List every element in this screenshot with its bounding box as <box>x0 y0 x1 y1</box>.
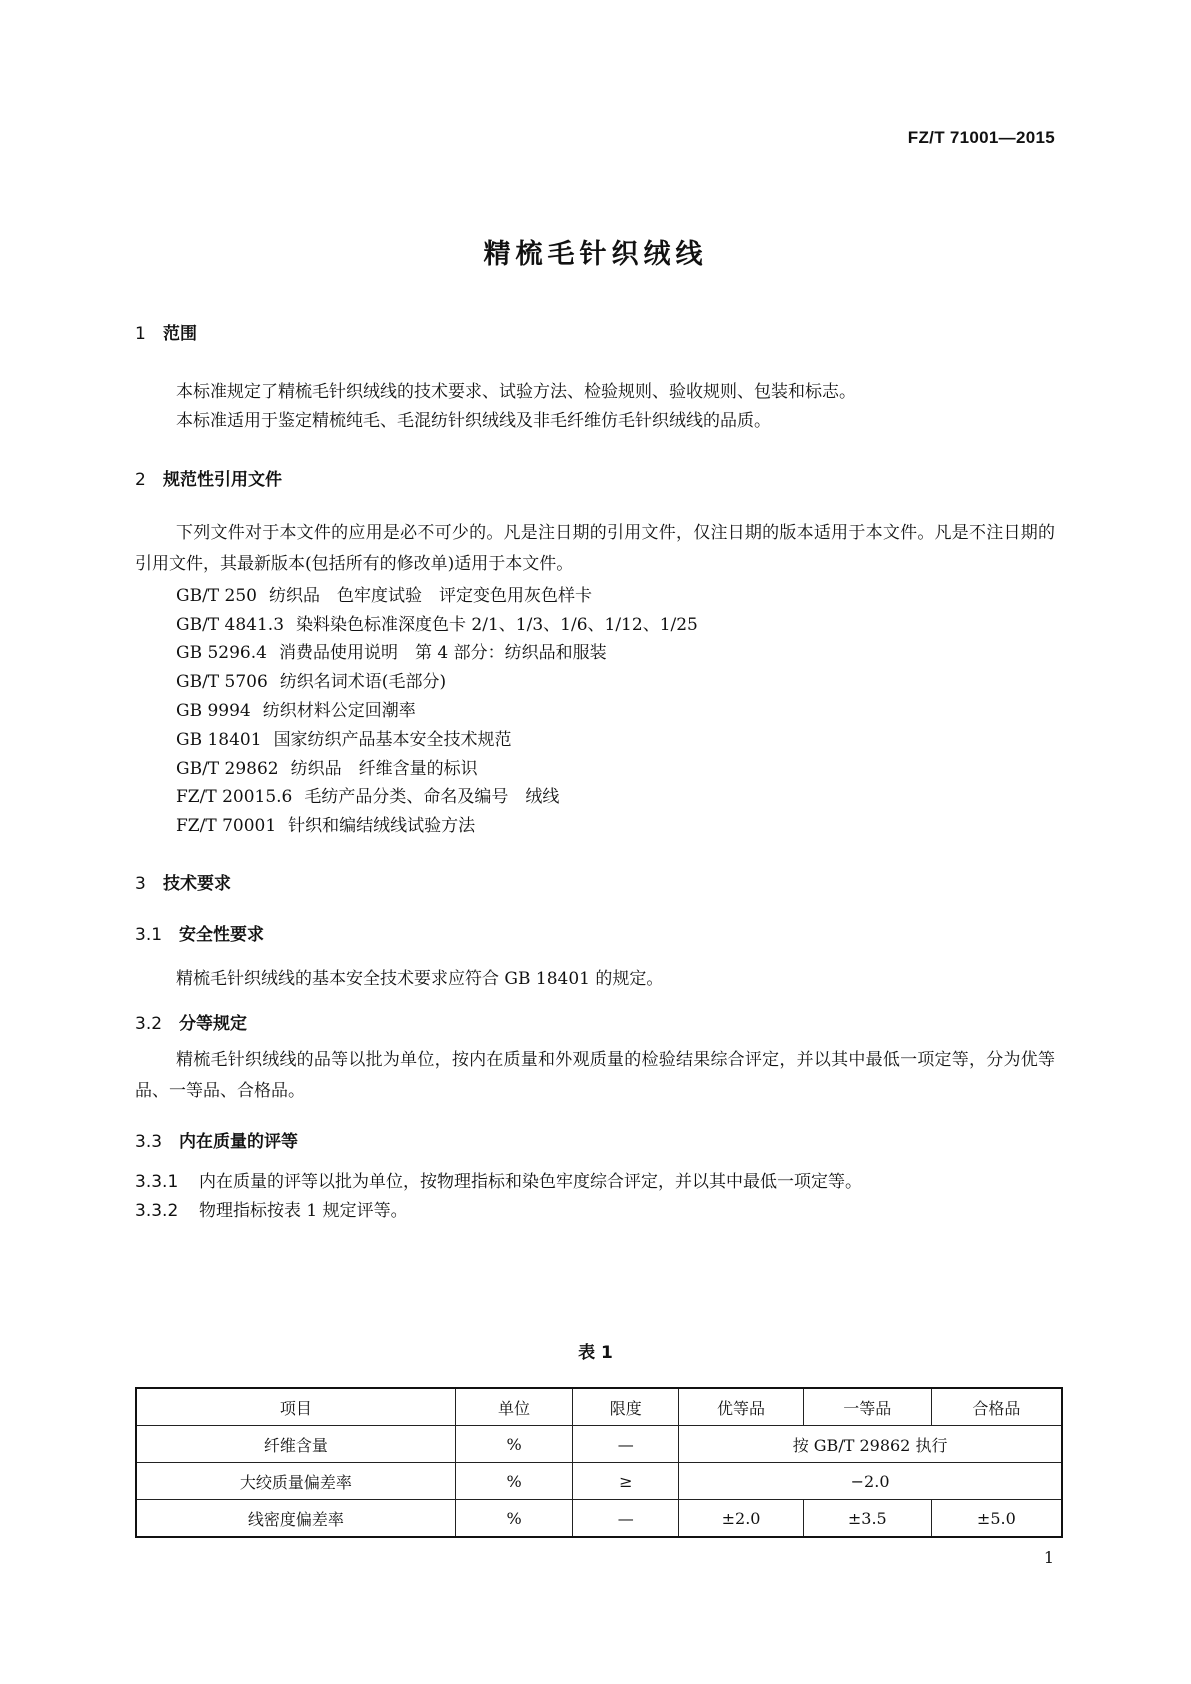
section-title: 内在质量的评等 <box>179 1132 298 1152</box>
section-1-heading <box>135 319 197 344</box>
section-number: 2 <box>135 470 146 490</box>
value-cell: ±2.0 <box>679 1500 804 1538</box>
section-number: 1 <box>135 324 146 344</box>
reference-code: GB/T 250 <box>176 586 257 606</box>
section-3-1-heading <box>135 920 264 945</box>
limit-cell: ≥ <box>573 1463 679 1500</box>
section-title: 分等规定 <box>179 1014 247 1034</box>
reference-title: 染料染色标准深度色卡 2/1、1/3、1/6、1/12、1/25 <box>296 615 698 635</box>
section-number: 3 <box>135 874 146 894</box>
section-title: 技术要求 <box>163 874 231 894</box>
header-cell: 项目 <box>136 1388 455 1426</box>
paragraph: 本标准适用于鉴定精梳纯毛、毛混纺针织绒线及非毛纤维仿毛针织绒线的品质。 <box>176 411 771 431</box>
merged-value-cell: −2.0 <box>679 1463 1062 1500</box>
value-cell: ±5.0 <box>931 1500 1062 1538</box>
header-cell: 单位 <box>455 1388 573 1426</box>
item-cell: 大绞质量偏差率 <box>136 1463 455 1500</box>
clause-text: 物理指标按表 1 规定评等。 <box>199 1201 408 1221</box>
item-cell: 纤维含量 <box>136 1426 455 1463</box>
reference-item <box>176 581 592 606</box>
section-3-3-heading <box>135 1127 298 1152</box>
header-cell: 优等品 <box>679 1388 804 1426</box>
reference-title: 纺织品 色牢度试验 评定变色用灰色样卡 <box>269 586 592 606</box>
reference-title: 纺织名词术语(毛部分) <box>279 672 447 692</box>
reference-item <box>176 667 446 692</box>
section-number: 3.2 <box>135 1014 163 1034</box>
unit-cell: % <box>455 1500 573 1538</box>
value-cell: ±3.5 <box>803 1500 931 1538</box>
table-header-row <box>136 1388 1062 1426</box>
reference-item <box>176 638 607 663</box>
table-row <box>136 1426 1062 1463</box>
header-cell: 合格品 <box>931 1388 1062 1426</box>
reference-title: 纺织材料公定回潮率 <box>262 701 416 721</box>
table-row <box>136 1500 1062 1538</box>
clause-number: 3.3.1 <box>135 1172 179 1192</box>
header-cell: 一等品 <box>803 1388 931 1426</box>
reference-item <box>176 782 559 807</box>
section-title: 安全性要求 <box>179 925 264 945</box>
reference-item <box>176 811 475 836</box>
section-title: 范围 <box>163 324 197 344</box>
section-3-heading <box>135 869 231 894</box>
reference-code: GB/T 4841.3 <box>176 615 285 635</box>
reference-item <box>176 725 512 750</box>
paragraph: 精梳毛针织绒线的品等以批为单位，按内在质量和外观质量的检验结果综合评定，并以其中最低一项定等，分为优等品、一等品、合格品。 <box>135 1050 1055 1101</box>
clause-3-3-1 <box>135 1167 862 1192</box>
reference-title: 纺织品 纤维含量的标识 <box>290 759 478 779</box>
reference-code: GB 5296.4 <box>176 643 267 663</box>
merged-value-cell: 按 GB/T 29862 执行 <box>679 1426 1062 1463</box>
spec-table <box>135 1387 1063 1538</box>
header-cell: 限度 <box>573 1388 679 1426</box>
paragraph: 下列文件对于本文件的应用是必不可少的。凡是注日期的引用文件，仅注日期的版本适用于本文件。凡是不注日期的引用文件，其最新版本(包括所有的修改单)适用于本文件。 <box>135 523 1055 574</box>
reference-code: GB/T 29862 <box>176 759 279 779</box>
reference-item <box>176 754 478 779</box>
clause-number: 3.3.2 <box>135 1201 179 1221</box>
reference-code: GB 18401 <box>176 730 262 750</box>
paragraph: 精梳毛针织绒线的基本安全技术要求应符合 GB 18401 的规定。 <box>176 969 664 989</box>
section-number: 3.1 <box>135 925 163 945</box>
limit-cell: — <box>573 1500 679 1538</box>
limit-cell: — <box>573 1426 679 1463</box>
clause-text: 内在质量的评等以批为单位，按物理指标和染色牢度综合评定，并以其中最低一项定等。 <box>199 1172 862 1192</box>
table-caption: 表 1 <box>578 1343 613 1363</box>
reference-item <box>176 696 416 721</box>
reference-title: 国家纺织产品基本安全技术规范 <box>273 730 512 750</box>
unit-cell: % <box>455 1463 573 1500</box>
clause-3-3-2 <box>135 1196 408 1221</box>
reference-code: FZ/T 70001 <box>176 816 277 836</box>
reference-title: 针织和编结绒线试验方法 <box>288 816 476 836</box>
reference-item <box>176 610 698 635</box>
page-number: 1 <box>1043 1548 1054 1567</box>
reference-code: GB 9994 <box>176 701 251 721</box>
item-cell: 线密度偏差率 <box>136 1500 455 1538</box>
reference-title: 消费品使用说明 第 4 部分：纺织品和服装 <box>278 643 607 663</box>
reference-title: 毛纺产品分类、命名及编号 绒线 <box>304 787 560 807</box>
section-title: 规范性引用文件 <box>163 470 282 490</box>
table-row <box>136 1463 1062 1500</box>
reference-code: GB/T 5706 <box>176 672 268 692</box>
document-code: FZ/T 71001—2015 <box>907 128 1055 147</box>
reference-code: FZ/T 20015.6 <box>176 787 293 807</box>
unit-cell: % <box>455 1426 573 1463</box>
document-title: 精梳毛针织绒线 <box>483 239 708 270</box>
section-3-2-heading <box>135 1009 247 1034</box>
section-2-heading <box>135 465 282 490</box>
section-number: 3.3 <box>135 1132 163 1152</box>
paragraph: 本标准规定了精梳毛针织绒线的技术要求、试验方法、检验规则、验收规则、包装和标志。 <box>176 382 856 402</box>
